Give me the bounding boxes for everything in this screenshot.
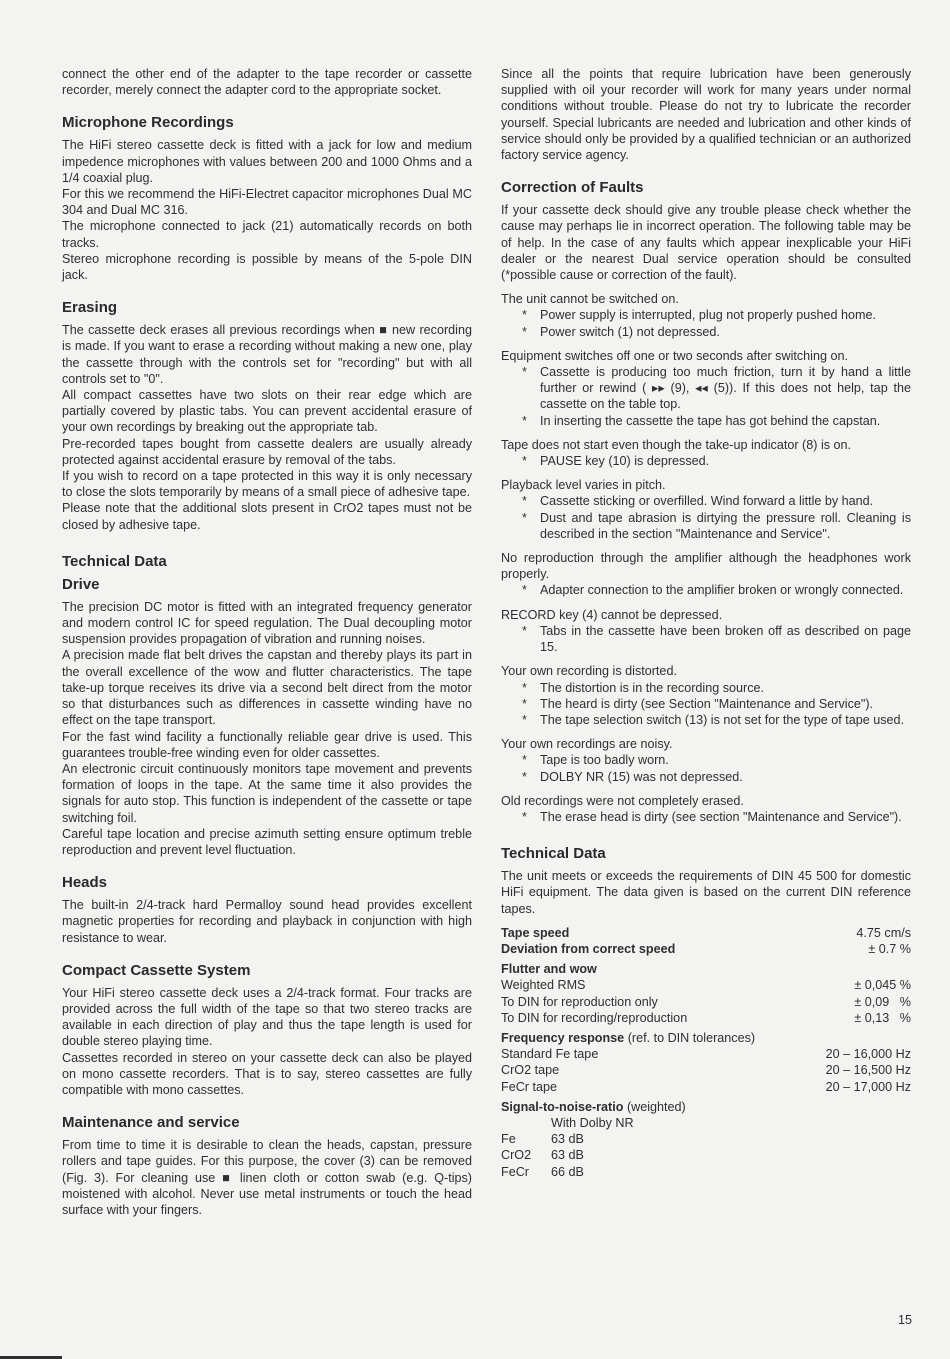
spec-label: Tape speed [501, 925, 570, 940]
fault-fix: * PAUSE key (10) is depressed. [501, 453, 911, 469]
paragraph: Please note that the additional slots present in CrO2 tapes must not be closed by adhesive tape. [62, 501, 472, 532]
fault-cause: Playback level varies in pitch. [501, 478, 666, 493]
tech-heading-right: Technical Data [501, 845, 606, 863]
fault-fix: * Cassette sticking or overfilled. Wind forward a little by hand. [501, 493, 911, 509]
fault-fix: * Power supply is interrupted, plug not properly pushed home. [501, 307, 911, 323]
spec-label: Deviation from correct speed [501, 941, 676, 956]
paragraph: From time to time it is desirable to clean the heads, capstan, pressure rollers and tape guides. For this purpose, the cover (3) can be removed (Fig. 3). For cleaning use ■ linen cloth or cotton swab (e.g. Q-tips) moistened with alcohol. Never use metal instruments or touch the head surface with your fingers. [62, 1138, 472, 1217]
paragraph: A precision made flat belt drives the capstan and thereby plays its part in the overall excellence of the wow and flutter characteristics. The tape take-up torque receives its drive via a second belt direct from the motor so that disturbances such as differences in cassette winding have no effect on the tape transport. [62, 648, 472, 728]
erasing-heading: Erasing [62, 299, 118, 317]
spec-row [501, 1010, 911, 1026]
snr-tape: Fe [501, 1132, 516, 1147]
spec-value: 20 – 17,000 Hz [825, 1079, 911, 1094]
snr-value: 63 dB [551, 1132, 584, 1147]
drive-heading: Drive [62, 575, 100, 593]
faults-list [501, 291, 911, 825]
spec-row [501, 1030, 911, 1046]
paragraph: The microphone connected to jack (21) automatically records on both tracks. [62, 219, 472, 250]
fault-cause: RECORD key (4) cannot be depressed. [501, 607, 723, 622]
spec-label: To DIN for recording/reproduction [501, 1010, 688, 1025]
faults-heading: Correction of Faults [501, 179, 644, 197]
fault-fix: * The distortion is in the recording source. [501, 680, 911, 696]
snr-tape: FeCr [501, 1164, 529, 1179]
fault-fix: * Adapter connection to the amplifier broken or wrongly connected. [501, 582, 911, 598]
snr-tape: CrO2 [501, 1148, 532, 1163]
snr-row [501, 1164, 911, 1180]
fault-fix: * In inserting the cassette the tape has got behind the capstan. [501, 413, 911, 429]
fault-fix: * Cassette is producing too much friction, turn it by hand a little further or rewind ( ▸▸ (9), ◂◂ (5)). If this does not help, tap the cassette on the table top. [501, 364, 911, 413]
lubrication-paragraph: Since all the points that require lubrication have been generously supplied with oil your recorder will work for many years under normal conditions without trouble. Please do not try to lubricate the recorder yourself. Special lubricants are needed and lubrication and other kinds of service should only be provided by a qualified technician or an authorized factory service agency. [501, 67, 911, 163]
freq-label: Frequency response [501, 1030, 625, 1045]
compact-cassette-heading: Compact Cassette System [62, 961, 251, 979]
spec-value: 20 – 16,000 Hz [825, 1047, 911, 1062]
tech-intro: The unit meets or exceeds the requirements of DIN 45 500 for domestic HiFi equipment. The data given is based on the current DIN reference tapes. [501, 869, 911, 916]
spec-value: ± 0,09 % [854, 994, 911, 1009]
fault-fix: * Tape is too badly worn. [501, 752, 911, 768]
spec-row [501, 961, 911, 977]
snr-row [501, 1147, 911, 1163]
intro-paragraph: connect the other end of the adapter to the tape recorder or cassette recorder, merely connect the adapter cord to the appropriate socket. [62, 67, 472, 98]
paragraph: The built-in 2/4-track hard Permalloy sound head provides excellent magnetic properties for recording and playback in conjunction with high resistance to wear. [62, 898, 472, 945]
fault-fix: * Dust and tape abrasion is dirtying the pressure roll. Cleaning is described in the section "Maintenance and Service". [501, 510, 911, 542]
fault-fix: * The erase head is dirty (see section "Maintenance and Service"). [501, 809, 911, 825]
fault-fix: * Power switch (1) not depressed. [501, 324, 911, 340]
fault-fix: * DOLBY NR (15) was not depressed. [501, 769, 911, 785]
faults-intro: If your cassette deck should give any trouble please check whether the cause may perhaps lie in incorrect operation. The following table may be of help. In the case of any faults which appear inexplicable your HiFi dealer or the nearest Dual service operation should be consulted (*possible cause or correction of the fault). [501, 203, 911, 283]
spec-value: ± 0.7 % [868, 941, 911, 956]
spec-value: ± 0,045 % [854, 978, 911, 993]
paragraph: The cassette deck erases all previous recordings when ■ new recording is made. If you want to erase a recording without making a new one, play the cassette through with the controls set for "recording" but with all controls set to "0". [62, 323, 472, 386]
fault-fix: * The tape selection switch (13) is not set for the type of tape used. [501, 712, 911, 728]
snr-row [501, 1131, 911, 1147]
spec-label: CrO2 tape [501, 1063, 560, 1078]
spec-value: 4.75 cm/s [856, 925, 911, 940]
fault-cause: Your own recordings are noisy. [501, 737, 673, 752]
heads-heading: Heads [62, 874, 108, 892]
paragraph: An electronic circuit continuously monitors tape movement and prevents formation of loops in the tape. At the same time it also provides the signals for auto stop. This function is independent of the cassette or tape switching foil. [62, 761, 472, 825]
spec-row [501, 925, 911, 941]
spec-label: Weighted RMS [501, 978, 586, 993]
spec-label: Flutter and wow [501, 962, 597, 977]
mic-heading: Microphone Recordings [62, 114, 234, 132]
spec-row [501, 1062, 911, 1078]
paragraph: Pre-recorded tapes bought from cassette dealers are usually already protected against accidental erasure by removal of the tabs. [62, 436, 472, 467]
paragraph: Stereo microphone recording is possible by means of the 5-pole DIN jack. [62, 251, 472, 283]
spec-label: FeCr tape [501, 1079, 557, 1094]
spec-value: 20 – 16,500 Hz [825, 1063, 911, 1078]
fault-cause: No reproduction through the amplifier although the headphones work properly. [501, 551, 911, 582]
snr-label: Signal-to-noise-ratio [501, 1099, 624, 1114]
fault-cause: The unit cannot be switched on. [501, 292, 679, 307]
spec-value: ± 0,13 % [854, 1010, 911, 1025]
fault-cause: Equipment switches off one or two seconds after switching on. [501, 348, 848, 363]
fault-cause: Old recordings were not completely erased. [501, 793, 744, 808]
snr-note: (weighted) [626, 1099, 686, 1114]
paragraph: Your HiFi stereo cassette deck uses a 2/4-track format. Four tracks are provided across the full width of the tape so that two stereo tracks are available in each direction of play and thus the tape length is used for double stereo playing time. [62, 985, 472, 1049]
snr-value: 66 dB [551, 1164, 584, 1179]
spec-row [501, 1046, 911, 1062]
paragraph: Careful tape location and precise azimuth setting ensure optimum treble reproduction and prevent level fluctuation. [62, 826, 472, 857]
fault-fix: * Tabs in the cassette have been broken off as described on page 15. [501, 623, 911, 655]
spec-row [501, 994, 911, 1010]
spec-table [501, 925, 911, 1180]
paragraph: Cassettes recorded in stereo on your cassette deck can also be played on mono cassette recorders. That is to say, stereo cassettes are fully compatible with mono cassettes. [62, 1050, 472, 1097]
snr-subheading: With Dolby NR [551, 1115, 634, 1130]
right-column [501, 66, 911, 1180]
maintenance-heading: Maintenance and service [62, 1114, 240, 1132]
spec-row [501, 977, 911, 993]
fault-fix: * The heard is dirty (see Section "Maintenance and Service"). [501, 696, 911, 712]
paragraph: The precision DC motor is fitted with an integrated frequency generator and modern control IC for speed regulation. The Dual decoupling motor suspension provides propagation of vibration and running noises. [62, 599, 472, 647]
spec-label: Standard Fe tape [501, 1047, 599, 1062]
paragraph: For this we recommend the HiFi-Electret capacitor microphones Dual MC 304 and Dual MC 316. [62, 187, 472, 218]
freq-note: (ref. to DIN tolerances) [627, 1030, 756, 1045]
paragraph: If you wish to record on a tape protected in this way it is only necessary to close the slots temporarily by means of a small piece of adhesive tape. [62, 469, 472, 500]
fault-cause: Tape does not start even though the take-up indicator (8) is on. [501, 437, 852, 452]
paragraph: For the fast wind facility a functionally reliable gear drive is used. This guarantees trouble-free winding even for older cassettes. [62, 729, 472, 760]
spec-row [501, 1079, 911, 1095]
tech-heading-left: Technical Data [62, 552, 167, 570]
spec-label: To DIN for reproduction only [501, 994, 658, 1009]
left-column [62, 66, 472, 1218]
snr-value: 63 dB [551, 1148, 584, 1163]
fault-cause: Your own recording is distorted. [501, 664, 677, 679]
page-number: 15 [898, 1313, 913, 1327]
spec-label [501, 1099, 686, 1115]
spec-label [501, 1030, 755, 1046]
paragraph: All compact cassettes have two slots on their rear edge which are partially covered by plastic tabs. You can prevent accidental erasure of your own recordings by breaking out the appropriate tab. [62, 388, 472, 435]
spec-row [501, 1099, 911, 1115]
paragraph: The HiFi stereo cassette deck is fitted with a jack for low and medium impedence microphones with values between 200 and 1000 Ohms and a 1/4 coaxial plug. [62, 138, 472, 185]
spec-row [501, 941, 911, 957]
